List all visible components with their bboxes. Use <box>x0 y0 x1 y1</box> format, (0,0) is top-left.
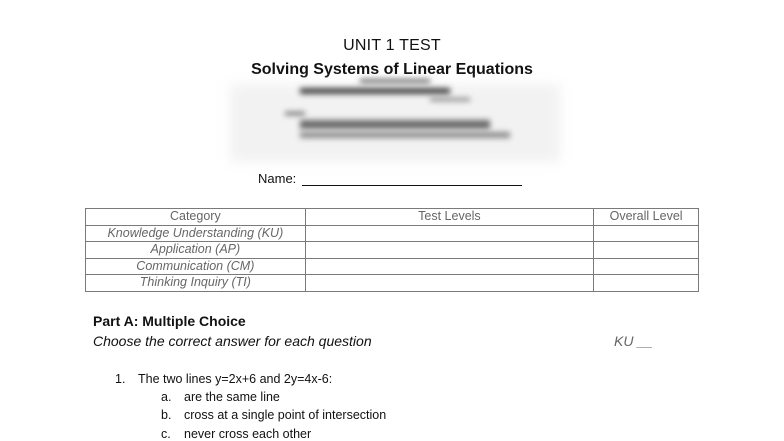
levels-table <box>85 208 699 292</box>
test-level-cell[interactable] <box>305 242 593 259</box>
category-cell: Application (AP) <box>86 242 306 259</box>
category-cell: Thinking Inquiry (TI) <box>86 275 306 292</box>
test-title: UNIT 1 TEST <box>343 37 441 54</box>
name-blank-field[interactable] <box>302 172 522 186</box>
answer-option-b[interactable] <box>161 408 386 422</box>
test-level-cell[interactable] <box>305 258 593 275</box>
question-1 <box>115 372 332 386</box>
overall-level-cell[interactable] <box>594 225 699 242</box>
ku-score-label: KU __ <box>614 333 653 349</box>
part-a-instructions: Choose the correct answer for each question <box>93 333 372 349</box>
test-subtitle: Solving Systems of Linear Equations <box>251 61 533 78</box>
option-text: are the same line <box>184 390 280 404</box>
overall-level-cell[interactable] <box>594 275 699 292</box>
overall-level-cell[interactable] <box>594 242 699 259</box>
table-row <box>86 275 699 292</box>
name-label: Name: <box>258 171 297 186</box>
answer-option-a[interactable] <box>161 390 280 404</box>
option-letter: a. <box>161 390 172 404</box>
category-cell: Communication (CM) <box>86 258 306 275</box>
answer-option-c[interactable] <box>161 427 311 441</box>
column-header-category: Category <box>86 209 306 226</box>
part-a-heading: Part A: Multiple Choice <box>93 313 246 329</box>
question-text: The two lines y=2x+6 and 2y=4x-6: <box>138 372 333 386</box>
question-number: 1. <box>115 372 126 386</box>
table-row <box>86 258 699 275</box>
category-cell: Knowledge Understanding (KU) <box>86 225 306 242</box>
name-row <box>258 171 522 186</box>
test-level-cell[interactable] <box>305 225 593 242</box>
option-text: never cross each other <box>184 427 312 441</box>
test-level-cell[interactable] <box>305 275 593 292</box>
option-letter: c. <box>161 427 171 441</box>
overall-level-cell[interactable] <box>594 258 699 275</box>
table-row <box>86 225 699 242</box>
option-letter: b. <box>161 408 172 422</box>
column-header-overall-level: Overall Level <box>594 209 699 226</box>
table-row <box>86 242 699 259</box>
column-header-test-levels: Test Levels <box>305 209 593 226</box>
table-header-row <box>86 209 699 226</box>
option-text: cross at a single point of intersection <box>184 408 387 422</box>
